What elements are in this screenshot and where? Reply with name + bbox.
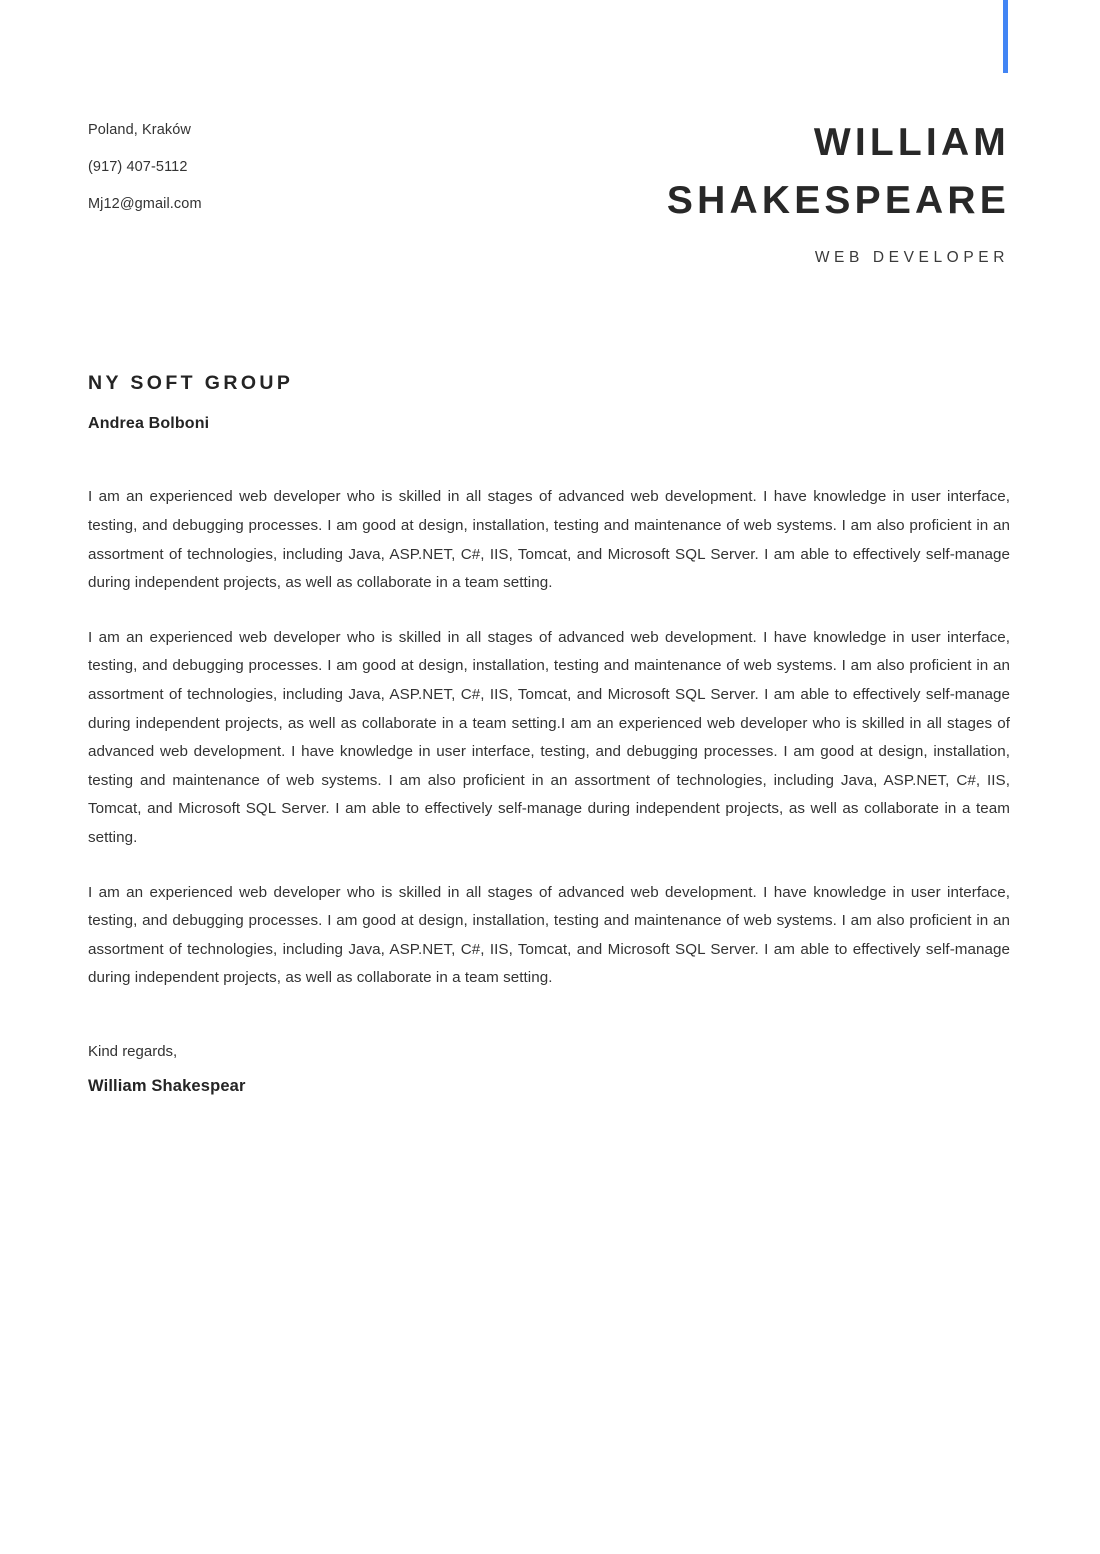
letter-paragraph: I am an experienced web developer who is skilled in all stages of advanced web development. I have knowledge in user interface, testing, and debugging processes. I am good at design, installation, testing and maintenance of web systems. I am also proficient in an assortment of technologies, including Java, ASP.NET, C#, IIS, Tomcat, and Microsoft SQL Server. I am able to effectively self-manage during independent projects, as well as collaborate in a team setting.I am an experienced web developer who is skilled in all stages of advanced web development. I have knowledge in user interface, testing, and debugging processes. I am good at design, installation, testing and maintenance of web systems. I am also proficient in an assortment of technologies, including Java, ASP.NET, C#, IIS, Tomcat, and Microsoft SQL Server. I am able to effectively self-manage during independent projects, as well as collaborate in a team setting. [88, 628, 1010, 846]
contact-location: Poland, Kraków [88, 122, 191, 138]
person-job-title: WEB DEVELOPER [814, 249, 1009, 267]
recipient-contact-person: Andrea Bolboni [88, 415, 210, 433]
signature-block [88, 1038, 1010, 1096]
sign-off-text: Kind regards, [88, 1042, 178, 1060]
person-first-name: WILLIAM [813, 121, 1010, 164]
letter-paragraph: I am an experienced web developer who is skilled in all stages of advanced web development. I have knowledge in user interface, testing, and debugging processes. I am good at design, installation, testing and maintenance of web systems. I am also proficient in an assortment of technologies, including Java, ASP.NET, C#, IIS, Tomcat, and Microsoft SQL Server. I am able to effectively self-manage during independent projects, as well as collaborate in a team setting. [88, 883, 1010, 987]
recipient-company: NY SOFT GROUP [88, 372, 294, 395]
letter-body [88, 483, 1010, 993]
identity-block [388, 112, 1010, 267]
signature-name: William Shakespear [88, 1076, 246, 1095]
contact-phone: (917) 407-5112 [88, 159, 188, 175]
letter-paragraph: I am an experienced web developer who is skilled in all stages of advanced web development. I have knowledge in user interface, testing, and debugging processes. I am good at design, installation, testing and maintenance of web systems. I am also proficient in an assortment of technologies, including Java, ASP.NET, C#, IIS, Tomcat, and Microsoft SQL Server. I am able to effectively self-manage during independent projects, as well as collaborate in a team setting. [88, 488, 1010, 592]
cover-letter-page [88, 0, 1010, 1554]
contact-email: Mj12@gmail.com [88, 196, 202, 212]
person-last-name: SHAKESPEARE [666, 178, 1010, 222]
letter-header [88, 0, 1010, 267]
recipient-block [88, 372, 1010, 433]
contact-info-block [88, 112, 388, 223]
